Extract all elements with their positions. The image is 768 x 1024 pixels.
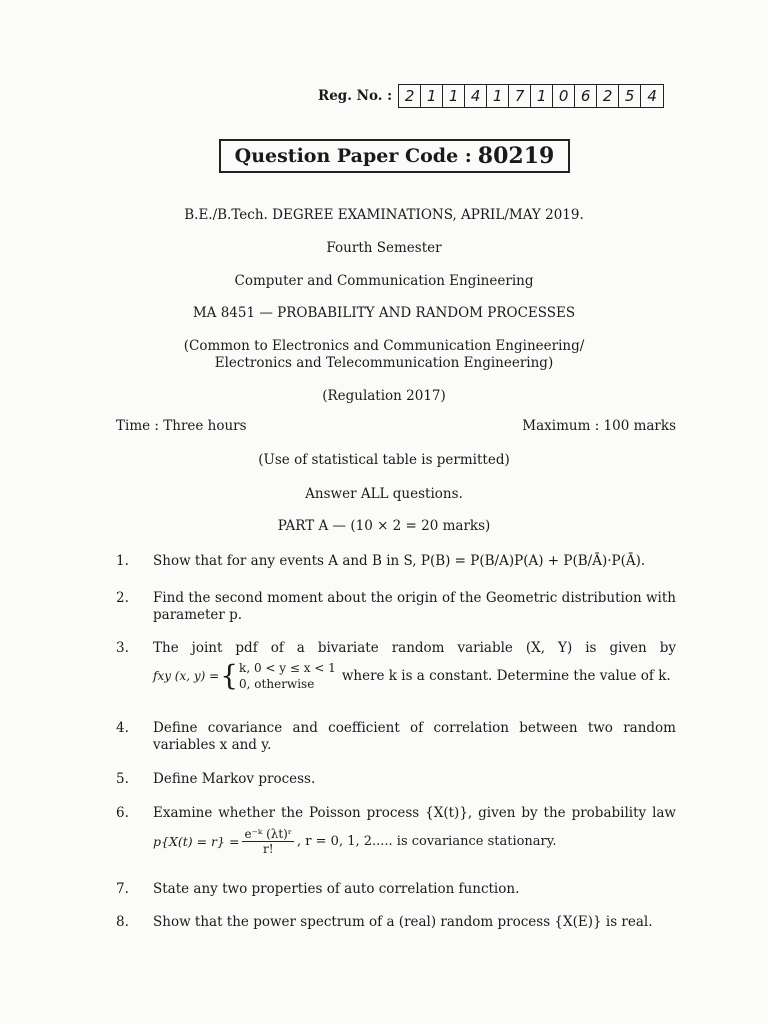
question-number: 5. [116,771,129,787]
reg-digit: 4 [465,85,487,107]
question-text: Find the second moment about the origin of the Geometric distribution with parameter p. [153,590,676,623]
formula-tail: , r = 0, 1, 2..... is covariance stationary. [297,834,557,849]
semester: Fourth Semester [326,240,442,256]
reg-digit: 7 [509,85,531,107]
reg-digit: 1 [531,85,553,107]
question-number: 3. [116,640,129,656]
brace-symbol: { [220,659,239,692]
part-heading: PART A — (10 × 2 = 20 marks) [277,518,491,534]
reg-digit: 4 [647,87,657,105]
question-text: State any two properties of auto correlation function. [153,881,520,897]
question-number: 8. [116,914,129,930]
common-line-1: (Common to Electronics and Communication Engineering/ [183,338,585,354]
reg-digit: 0 [553,85,575,107]
qpc-label: Question Paper Code : [234,145,472,167]
qpc-code: 80219 [477,143,555,169]
registration-number [318,84,664,108]
question-paper-code [219,139,570,173]
question-number: 2. [116,590,129,606]
formula-lhs: p{X(t) = r} = [153,834,240,849]
reg-digit: 1 [443,85,465,107]
question-text: Show that the power spectrum of a (real) random process {X(E)} is real. [153,914,653,930]
question-text: Show that for any events A and B in S, P(B) = P(B/A)P(A) + P(B/Ā)·P(Ā). [153,553,646,569]
answer-all: Answer ALL questions. [305,486,463,502]
subject: MA 8451 — PROBABILITY AND RANDOM PROCESSES [192,305,576,321]
question-3-formula [153,660,676,692]
case-2: 0, otherwise [239,677,315,691]
fraction [242,827,294,856]
question-number: 7. [116,881,129,897]
time-marks-row [116,418,676,434]
time: Time : Three hours [116,418,247,434]
question-number: 4. [116,720,129,736]
reg-digit: 1 [487,85,509,107]
max-marks: Maximum : 100 marks [522,418,676,434]
question-6-formula [153,827,676,856]
fraction-denominator: r! [262,842,274,856]
reg-digit: 5 [619,85,641,107]
question-number: 6. [116,805,129,821]
piecewise-cases [239,660,336,692]
question-number: 1. [116,553,129,569]
reg-digit: 6 [575,85,597,107]
question-text: Examine whether the Poisson process {X(t)}, given by the probability law [153,805,676,821]
question-text: The joint pdf of a bivariate random variable (X, Y) is given by [153,640,676,656]
question-6 [116,805,676,865]
question-3 [116,640,676,700]
exam-title: B.E./B.Tech. DEGREE EXAMINATIONS, APRIL/MAY 2019. [184,207,584,223]
reg-digit-boxes [398,84,664,108]
table-note: (Use of statistical table is permitted) [258,452,510,468]
reg-digit: 2 [399,85,421,107]
formula-lhs: fxy (x, y) = [153,668,220,683]
question-text: Define Markov process. [153,771,316,787]
case-1: k, 0 < y ≤ x < 1 [239,661,336,675]
reg-label: Reg. No. : [318,88,393,104]
fraction-numerator: e⁻ᵏ (λt)ʳ [244,827,293,841]
formula-tail: where k is a constant. Determine the value of k. [341,667,671,684]
common-line-2: Electronics and Telecommunication Engineering) [214,355,554,371]
branch: Computer and Communication Engineering [234,273,534,289]
regulation: (Regulation 2017) [322,388,446,404]
question-text: Define covariance and coefficient of correlation between two random variables x and y. [153,720,676,753]
reg-digit: 2 [597,85,619,107]
reg-digit: 1 [421,85,443,107]
